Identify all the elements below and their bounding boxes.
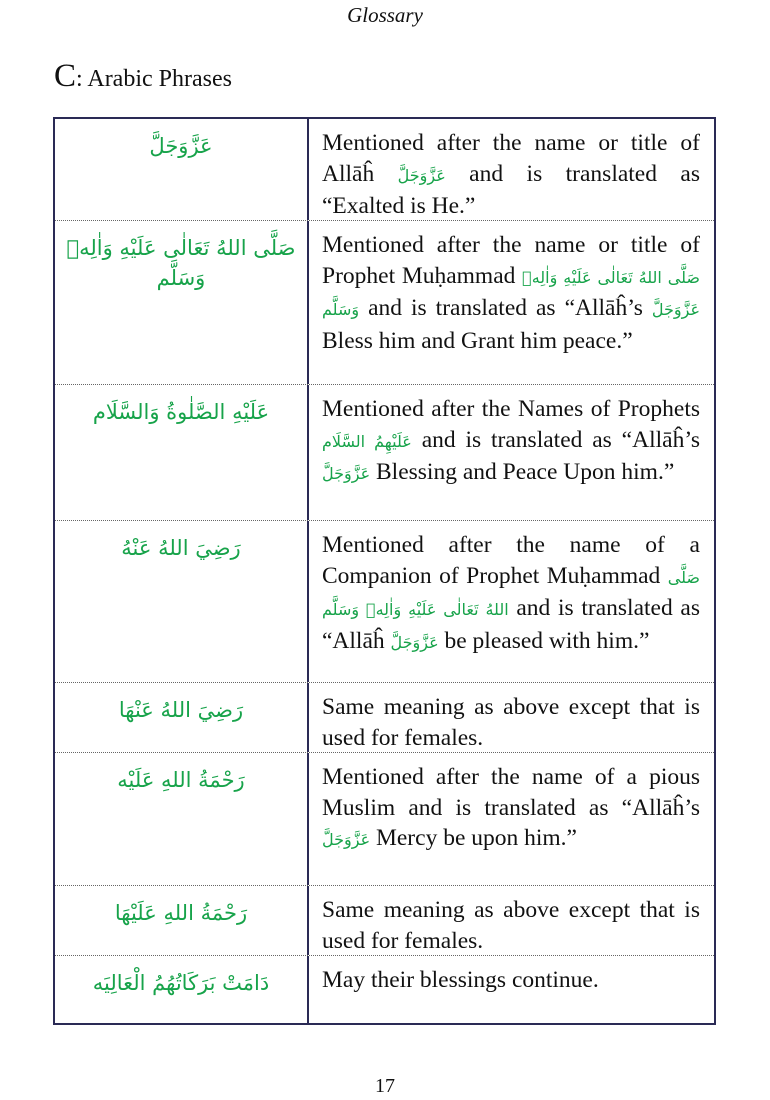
meaning-segment: and is translated as “Allāĥ’s bbox=[359, 295, 652, 322]
inline-arabic: عَزَّوَجَلَّ bbox=[397, 165, 446, 185]
arabic-phrase: دَامَتْ بَرَكَاتُهُمُ الْعَالِيَه bbox=[55, 956, 309, 1023]
glossary-row bbox=[55, 683, 714, 753]
meaning-segment: May their blessings continue. bbox=[322, 967, 599, 993]
glossary-table bbox=[53, 117, 716, 1025]
meaning-text bbox=[309, 753, 714, 885]
meaning-segment: Mentioned after the name or title of Allāĥ bbox=[322, 130, 700, 187]
arabic-phrase: صَلَّى اللهُ تَعَالٰى عَلَيْهِ وَاٰلِهٖ وَسَلَّم bbox=[55, 221, 309, 384]
section-heading bbox=[54, 58, 232, 97]
arabic-phrase: رَضِيَ اللهُ عَنْهُ bbox=[55, 521, 309, 682]
inline-arabic: عَزَّوَجَلَّ bbox=[322, 830, 371, 850]
running-head: Glossary bbox=[347, 3, 423, 27]
glossary-row bbox=[55, 119, 714, 221]
glossary-row bbox=[55, 753, 714, 886]
meaning-segment: Same meaning as above except that is used for females. bbox=[322, 897, 700, 954]
meaning-text bbox=[309, 683, 714, 752]
glossary-row bbox=[55, 385, 714, 521]
meaning-text bbox=[309, 385, 714, 520]
meaning-segment: be pleased with him.” bbox=[438, 627, 650, 654]
meaning-text bbox=[309, 221, 714, 384]
meaning-segment: Mentioned after the name of a Companion of Prophet Muḥammad bbox=[322, 532, 700, 589]
section-letter: C bbox=[54, 58, 77, 94]
arabic-phrase: عَلَيْهِ الصَّلٰوةُ وَالسَّلَام bbox=[55, 385, 309, 520]
arabic-phrase: رَحْمَةُ اللهِ عَلَيْه bbox=[55, 753, 309, 885]
meaning-segment: Mentioned after the name or title of Prophet Muḥammad bbox=[322, 232, 700, 289]
arabic-phrase: رَحْمَةُ اللهِ عَلَيْهَا bbox=[55, 886, 309, 955]
meaning-segment: and is translated as “Allāĥ’s bbox=[411, 426, 700, 453]
glossary-row bbox=[55, 521, 714, 683]
glossary-row bbox=[55, 956, 714, 1023]
meaning-segment: Mentioned after the name of a pious Muslim and is translated as “Allāĥ’s bbox=[322, 764, 700, 821]
inline-arabic: عَزَّوَجَلَّ bbox=[651, 300, 700, 320]
meaning-text bbox=[309, 521, 714, 682]
inline-arabic: عَزَّوَجَلَّ bbox=[390, 632, 439, 652]
inline-arabic: صَلَّى اللهُ تَعَالٰى عَلَيْهِ وَاٰلِهٖ وَسَلَّم bbox=[322, 567, 700, 620]
meaning-segment: Bless him and Grant him peace.” bbox=[322, 327, 633, 354]
glossary-row bbox=[55, 886, 714, 956]
meaning-text bbox=[309, 956, 714, 1023]
meaning-segment: and is translated as “Allāĥ bbox=[322, 595, 700, 654]
inline-arabic: عَلَيْهِمُ السَّلَام bbox=[322, 431, 412, 451]
meaning-segment: Mentioned after the Names of Prophets bbox=[322, 396, 700, 422]
meaning-segment: and is translated as “Exalted is He.” bbox=[322, 160, 700, 220]
page-number: 17 bbox=[375, 1075, 395, 1097]
meaning-segment: Same meaning as above except that is used for females. bbox=[322, 694, 700, 751]
arabic-phrase: عَزَّوَجَلَّ bbox=[55, 119, 309, 220]
inline-arabic: صَلَّى اللهُ تَعَالٰى عَلَيْهِ وَاٰلِهٖ وَسَلَّم bbox=[322, 267, 701, 320]
arabic-phrase: رَضِيَ اللهُ عَنْهَا bbox=[55, 683, 309, 752]
meaning-text bbox=[309, 119, 714, 220]
glossary-row bbox=[55, 221, 714, 385]
meaning-segment: Blessing and Peace Upon him.” bbox=[370, 459, 675, 486]
meaning-text bbox=[309, 886, 714, 955]
section-title: : Arabic Phrases bbox=[76, 66, 232, 92]
meaning-segment: Mercy be upon him.” bbox=[370, 825, 577, 852]
inline-arabic: عَزَّوَجَلَّ bbox=[322, 464, 371, 484]
